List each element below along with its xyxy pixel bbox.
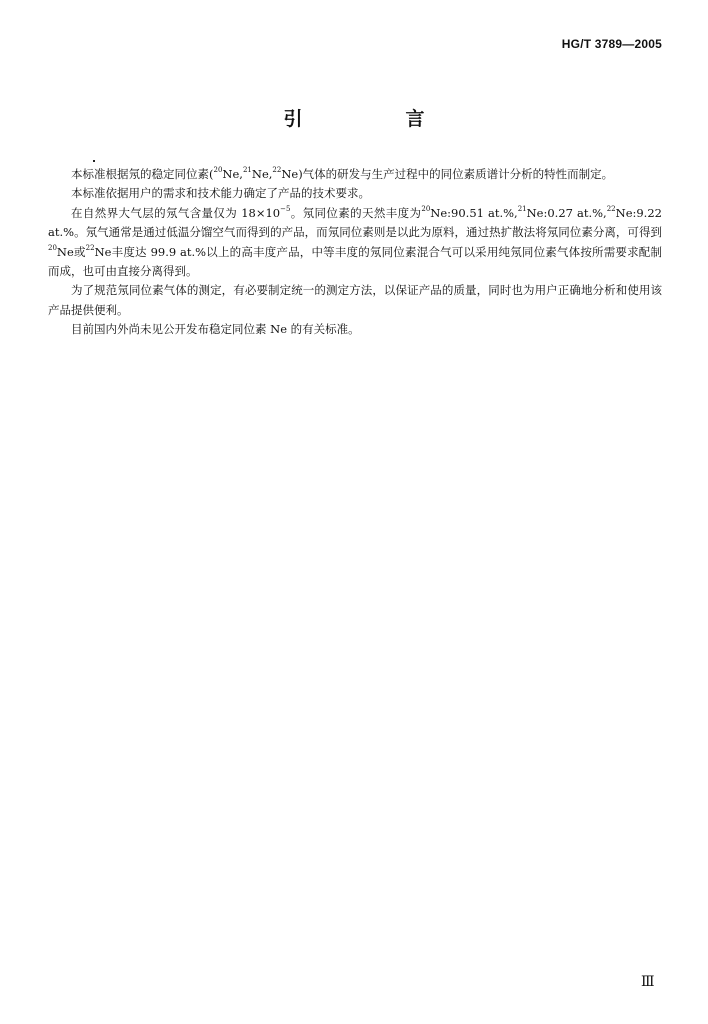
page-number: Ⅲ — [641, 974, 655, 990]
superscript: 20 — [48, 243, 57, 252]
text-run: 本标准根据氖的稳定同位素( — [71, 167, 214, 181]
text-run: 目前国内外尚未见公开发布稳定同位素 Ne 的有关标准。 — [71, 322, 360, 337]
text-run: 在自然界大气层的氖气含量仅为 18×10 — [71, 205, 281, 220]
paragraph-5 — [48, 320, 662, 339]
text-run: Ne:0.27 at.%, — [526, 205, 607, 220]
page-title: 引 言 — [283, 108, 467, 130]
paragraph-4 — [48, 281, 662, 320]
text-run: Ne, — [222, 167, 243, 181]
text-run: 为了规范氖同位素气体的测定，有必要制定统一的测定方法，以保证产品的质量，同时也为用户正确地分析和使用该产品提供便利。 — [48, 283, 662, 317]
text-run: Ne:90.51 at.%, — [430, 205, 518, 220]
scan-speck — [93, 160, 95, 162]
text-run: Ne:9.22 at.%。氖气通常是通过低温分馏空气而得到的产品，而氖同位素则是以此为原料，通过热扩散法将氖同位素分离，可得到 — [48, 205, 662, 240]
text-run: Ne, — [251, 167, 273, 181]
superscript: 22 — [272, 166, 282, 175]
superscript: 20 — [213, 166, 223, 175]
superscript: 21 — [517, 204, 527, 213]
paragraph-3 — [48, 204, 662, 282]
text-run: 。氖同位素的天然丰度为 — [290, 205, 422, 220]
paragraph-2 — [48, 184, 662, 203]
superscript: 20 — [421, 204, 431, 213]
standard-code: HG/T 3789—2005 — [561, 37, 662, 51]
superscript: 22 — [85, 243, 95, 252]
superscript: −5 — [280, 204, 291, 213]
body-text — [48, 165, 662, 340]
text-run: Ne)气体的研发与生产过程中的同位素质谱计分析的特性而制定。 — [281, 167, 614, 181]
paragraph-1 — [48, 165, 662, 184]
text-run: 本标准依据用户的需求和技术能力确定了产品的技术要求。 — [71, 186, 370, 201]
text-run: Ne或 — [56, 244, 86, 259]
text-run: Ne丰度达 99.9 at.%以上的高丰度产品，中等丰度的氖同位素混合气可以采用纯氖同位素气体按所需要求配制而成，也可由直接分离得到。 — [48, 244, 662, 279]
superscript: 21 — [242, 166, 252, 175]
superscript: 22 — [606, 204, 616, 213]
